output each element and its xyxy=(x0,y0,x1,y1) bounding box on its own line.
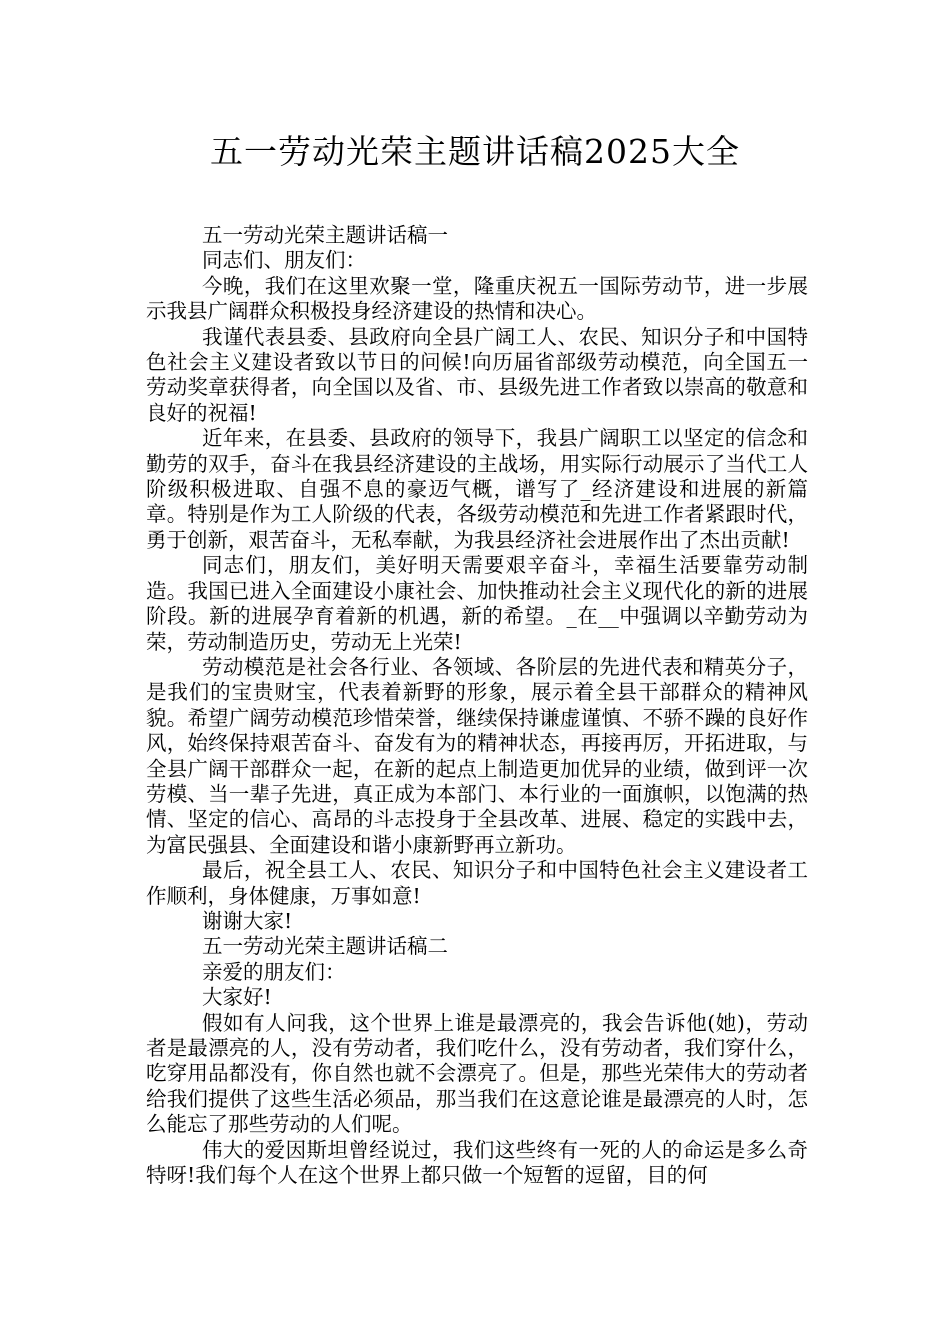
salutation-2: 亲爱的朋友们： xyxy=(202,959,346,984)
salutation-1: 同志们、朋友们： xyxy=(202,248,366,273)
body-paragraph: 近年来，在县委、县政府的领导下，我县广阔职工以坚定的信念和勤劳的双手，奋斗在我县经济建设的主战场，用实际行动展示了当代工人阶级积极进取、自强不息的豪迈气概，谱写了_经济建设和进展的新篇章。特别是作为工人阶级的代表，各级劳动模范和先进工作者紧跟时代，勇于创新，艰苦奋斗，无私奉献，为我县经济社会进展作出了杰出贡献! xyxy=(146,426,808,552)
document-title: 五一劳动光荣主题讲话稿2025大全 xyxy=(210,132,740,171)
body-paragraph: 伟大的爱因斯坦曾经说过，我们这些终有一死的人的命运是多么奇特呀!我们每个人在这个世界上都只做一个短暂的逗留，目的何 xyxy=(146,1137,808,1188)
body-paragraph: 今晚，我们在这里欢聚一堂，隆重庆祝五一国际劳动节，进一步展示我县广阔群众积极投身经济建设的热情和决心。 xyxy=(146,273,808,324)
body-paragraph: 同志们，朋友们，美好明天需要艰辛奋斗，幸福生活要靠劳动制造。我国已进入全面建设小康社会、加快推动社会主义现代化的新的进展阶段。新的进展孕育着新的机遇，新的希望。_在__中强调以辛勤劳动为荣，劳动制造历史，劳动无上光荣! xyxy=(146,553,808,654)
body-paragraph: 劳动模范是社会各行业、各领域、各阶层的先进代表和精英分子，是我们的宝贵财宝，代表着新野的形象，展示着全县干部群众的精神风貌。希望广阔劳动模范珍惜荣誉，继续保持谦虚谨慎、不骄不躁的良好作风，始终保持艰苦奋斗、奋发有为的精神状态，再接再厉，开拓进取，与全县广阔干部群众一起，在新的起点上制造更加优异的业绩，做到评一次劳模、当一辈子先进，真正成为本部门、本行业的一面旗帜，以饱满的热情、坚定的信心、高昂的斗志投身于全县改革、进展、稳定的实践中去，为富民强县、全面建设和谐小康新野再立新功。 xyxy=(146,654,808,857)
section-heading-2: 五一劳动光荣主题讲话稿二 xyxy=(202,934,448,959)
closing-line: 谢谢大家! xyxy=(202,908,293,933)
greeting-line: 大家好! xyxy=(202,985,272,1010)
body-paragraph: 假如有人问我，这个世界上谁是最漂亮的，我会告诉他(她)，劳动者是最漂亮的人，没有劳动者，我们吃什么，没有劳动者，我们穿什么，吃穿用品都没有，你自然也就不会漂亮了。但是，那些光荣伟大的劳动者给我们提供了这些生活必须品，那当我们在这意论谁是最漂亮的人时，怎么能忘了那些劳动的人们呢。 xyxy=(146,1010,808,1137)
document-body xyxy=(146,223,808,1188)
body-paragraph: 我谨代表县委、县政府向全县广阔工人、农民、知识分子和中国特色社会主义建设者致以节日的问候!向历届省部级劳动模范，向全国五一劳动奖章获得者，向全国以及省、市、县级先进工作者致以崇高的敬意和良好的祝福! xyxy=(146,324,808,425)
section-heading-1: 五一劳动光荣主题讲话稿一 xyxy=(202,223,448,247)
body-paragraph: 最后，祝全县工人、农民、知识分子和中国特色社会主义建设者工作顺利，身体健康，万事如意! xyxy=(146,858,808,908)
